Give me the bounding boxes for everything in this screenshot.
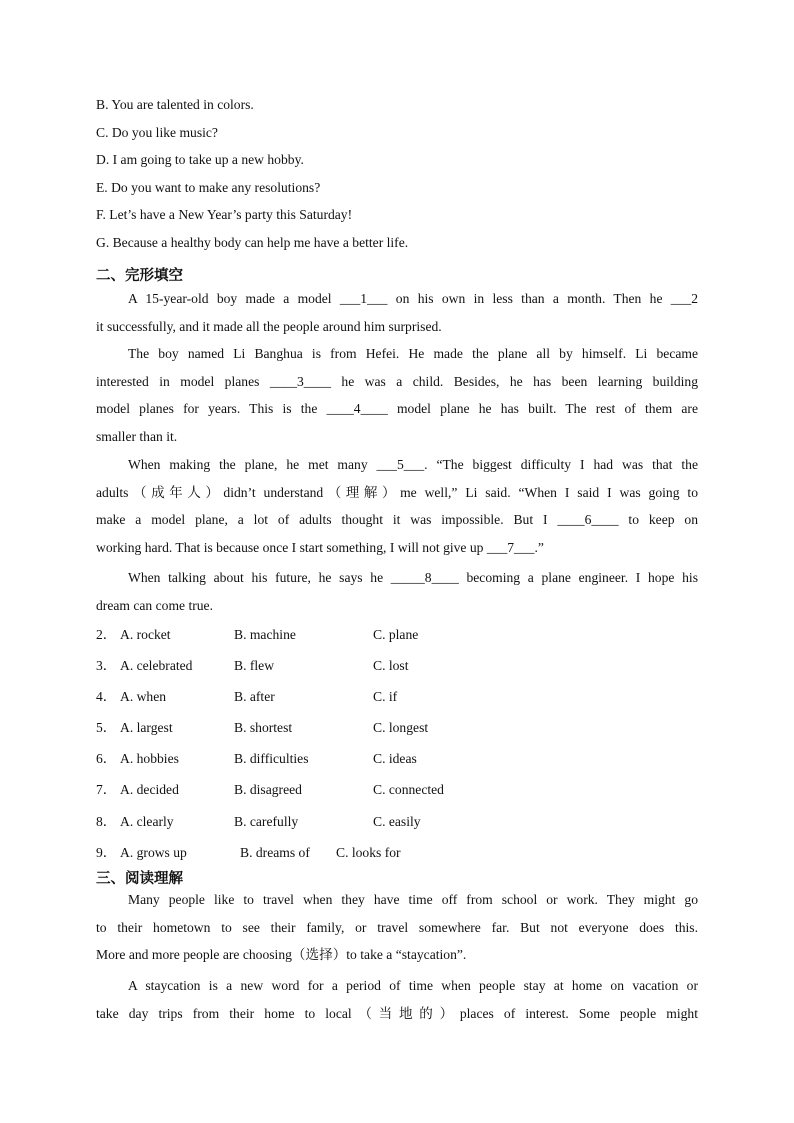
option-a[interactable]: A. grows up	[120, 845, 187, 860]
choice-b: B. You are talented in colors.	[96, 97, 254, 112]
question-number: 5．	[96, 720, 117, 735]
paragraph-line: interested in model planes ____3____ he was a child. Besides, he has been learning building	[96, 373, 698, 389]
paragraph-line: working hard. That is because once I start something, I will not give up ___7___.”	[96, 539, 544, 555]
paragraph-line: adults（成年人）didn’t understand（理解）me well,” Li said. “When I said I was going to	[96, 484, 698, 500]
paragraph-line: dream can come true.	[96, 597, 213, 613]
paragraph-line: take day trips from their home to local（当地的）places of interest. Some people might	[96, 1005, 698, 1021]
cloze-paragraph-2	[96, 340, 698, 450]
option-c[interactable]: C. connected	[373, 782, 444, 797]
question-number: 7．	[96, 782, 117, 797]
question-number: 6．	[96, 751, 117, 766]
option-b[interactable]: B. flew	[234, 658, 275, 673]
paragraph-line: When making the plane, he met many ___5___. “The biggest difficulty I had was that the	[128, 457, 698, 472]
choice-e: E. Do you want to make any resolutions?	[96, 180, 321, 195]
option-c[interactable]: C. looks for	[336, 845, 401, 860]
choice-g: G. Because a healthy body can help me have a better life.	[96, 235, 409, 250]
cloze-paragraph-4	[96, 564, 698, 619]
question-number: 4．	[96, 689, 117, 704]
paragraph-line: The boy named Li Banghua is from Hefei. He made the plane all by himself. Li became	[128, 346, 698, 361]
question-number: 3．	[96, 658, 117, 673]
option-a[interactable]: A. rocket	[120, 627, 171, 642]
option-b[interactable]: B. difficulties	[234, 751, 309, 766]
option-b[interactable]: B. carefully	[234, 814, 299, 829]
paragraph-line: A 15-year-old boy made a model ___1___ on his own in less than a month. Then he ___2	[128, 291, 698, 306]
choice-d: D. I am going to take up a new hobby.	[96, 152, 304, 167]
section-heading-cloze: 二、完形填空	[96, 268, 183, 284]
paragraph-line: to their hometown to see their family, or travel somewhere far. But not everyone does this.	[96, 919, 698, 935]
reading-paragraph-2	[96, 972, 698, 1027]
option-c[interactable]: C. if	[373, 689, 398, 704]
reading-paragraph-1	[96, 886, 698, 969]
option-a[interactable]: A. clearly	[120, 814, 174, 829]
paragraph-line: Many people like to travel when they have time off from school or work. They might go	[128, 892, 698, 907]
option-c[interactable]: C. ideas	[373, 751, 417, 766]
section-heading-reading: 三、阅读理解	[96, 871, 183, 887]
paragraph-line: make a model plane, a lot of adults thought it was impossible. But I ____6____ to keep on	[96, 512, 698, 528]
choice-c: C. Do you like music?	[96, 125, 218, 140]
choice-f: F. Let’s have a New Year’s party this Saturday!	[96, 207, 353, 222]
paragraph-line: A staycation is a new word for a period of time when people stay at home on vacation or	[128, 978, 698, 993]
option-b[interactable]: B. shortest	[234, 720, 293, 735]
option-a[interactable]: A. largest	[120, 720, 173, 735]
option-a[interactable]: A. celebrated	[120, 658, 193, 673]
option-b[interactable]: B. after	[234, 689, 275, 704]
option-b[interactable]: B. dreams of	[240, 845, 310, 860]
paragraph-line: smaller than it.	[96, 428, 178, 444]
option-c[interactable]: C. easily	[373, 814, 421, 829]
question-number: 8．	[96, 814, 117, 829]
option-a[interactable]: A. when	[120, 689, 167, 704]
option-b[interactable]: B. disagreed	[234, 782, 302, 797]
option-b[interactable]: B. machine	[234, 627, 296, 642]
cloze-paragraph-3	[96, 451, 698, 561]
question-number: 9．	[96, 845, 117, 860]
option-c[interactable]: C. lost	[373, 658, 409, 673]
option-c[interactable]: C. longest	[373, 720, 429, 735]
option-c[interactable]: C. plane	[373, 627, 419, 642]
paragraph-line: More and more people are choosing（选择）to take a “staycation”.	[96, 947, 467, 963]
option-a[interactable]: A. hobbies	[120, 751, 179, 766]
paragraph-line: When talking about his future, he says he _____8____ becoming a plane engineer. I hope his	[128, 570, 698, 585]
paragraph-line: model planes for years. This is the ____4____ model plane he has built. The rest of them are	[96, 401, 698, 417]
option-a[interactable]: A. decided	[120, 782, 179, 797]
paragraph-line: it successfully, and it made all the people around him surprised.	[96, 318, 442, 334]
question-number: 2．	[96, 627, 117, 642]
cloze-paragraph-1	[96, 285, 698, 340]
